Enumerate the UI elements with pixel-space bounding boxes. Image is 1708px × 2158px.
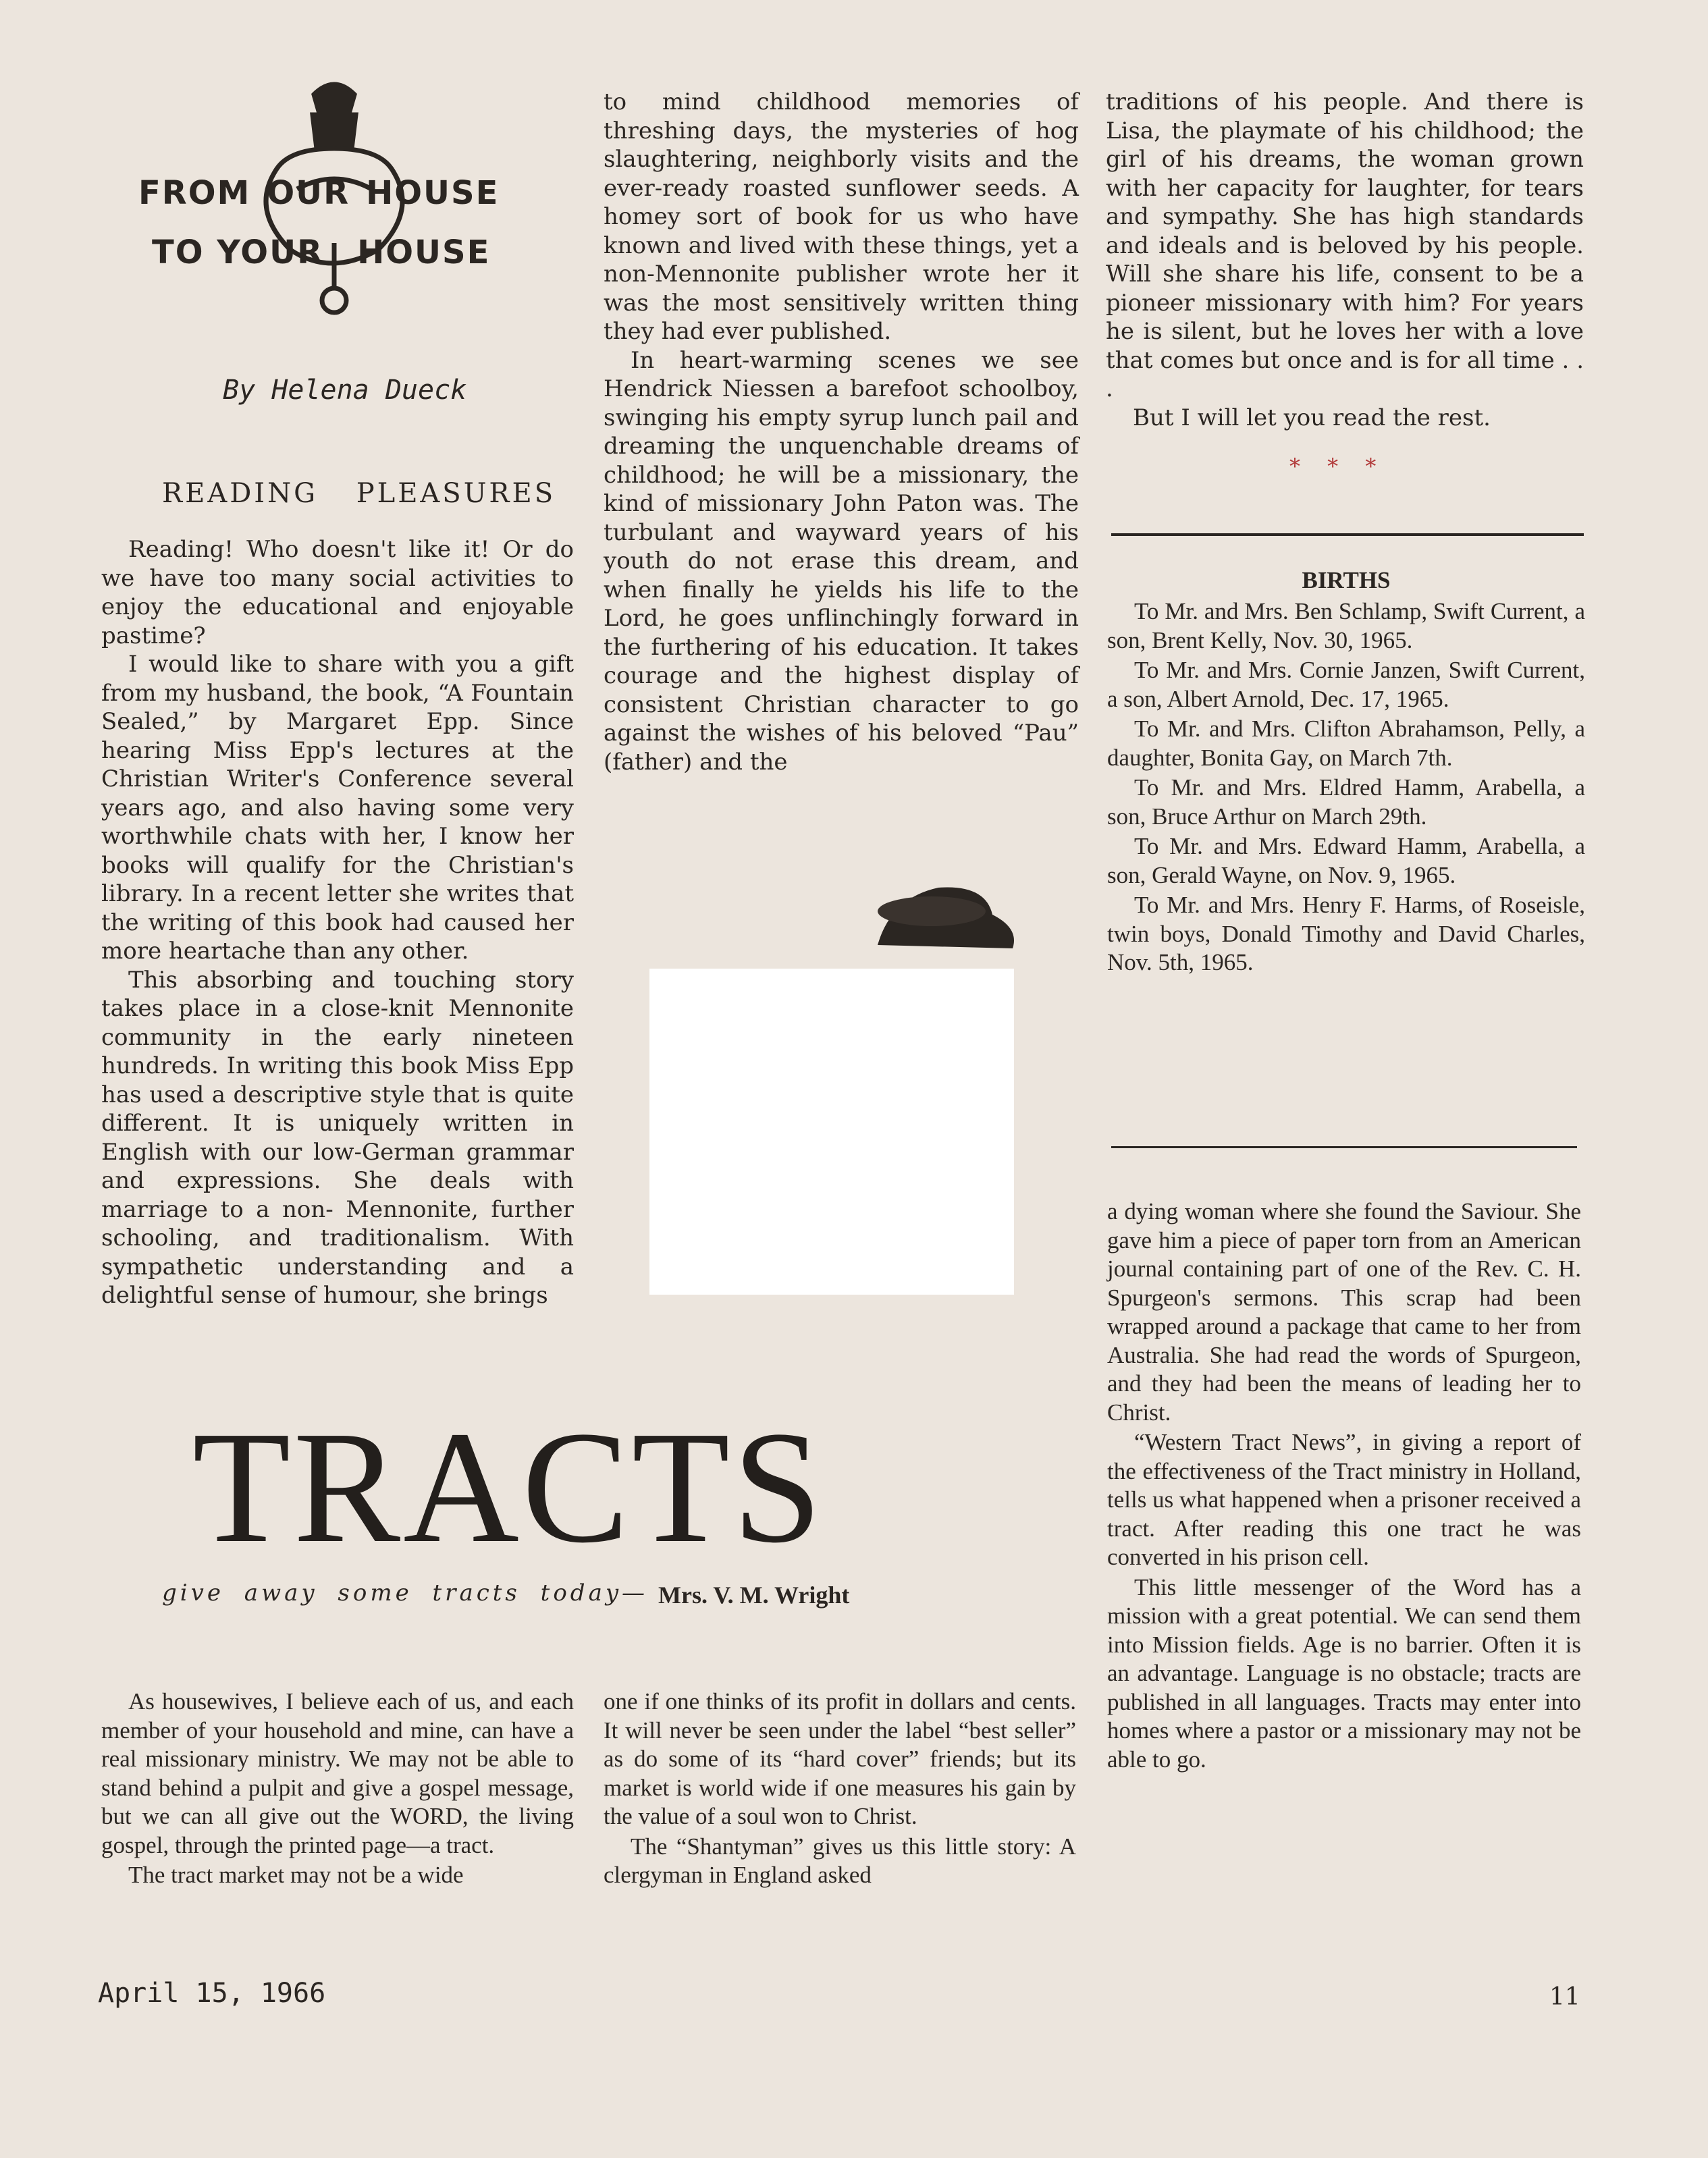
section-stars: * * * <box>1289 454 1377 479</box>
tracts-column-1 <box>101 1688 574 1891</box>
tracts-paragraph: This little messenger of the Word has a mission with a great potential. We can send them into Mission fields. Age is no barrier. Often it is an advantage. Language is no obstacle; tracts are published in all languages. Tracts may enter into homes where a pastor or a missionary may not be able to go. <box>1107 1573 1581 1773</box>
hat-icon <box>837 864 1019 965</box>
tracts-paragraph: As housewives, I believe each of us, and each member of your household and mine, can have a real missionary ministry. We may not be able to stand behind a pulpit and give a gospel message, but we can all give out the WORD, the living gospel, through the printed page—a tract. <box>101 1688 574 1858</box>
logo-word-to-you: TO YOU <box>152 234 298 271</box>
reading-paragraph: This absorbing and touching story takes place in a close-knit Mennonite community in the early nineteen hundreds. In writing this book Miss Epp has used a descriptive style that is quite different. It is uniquely written in English with our low-German grammar and expressions. She deals with marriage to a non- Mennonite, further schooling, and traditionalism. With sympathetic understanding and a delightful sense of humour, she brings <box>101 966 574 1309</box>
tracts-paragraph: “Western Tract News”, in giving a report of the effectiveness of the Tract ministry in Holland, tells us what happened when a prisoner received a tract. After reading this one tract he was converted in his prison cell. <box>1107 1429 1581 1570</box>
footer-date: April 15, 1966 <box>98 1978 326 2009</box>
tracts-headline: TRACTS <box>192 1399 825 1576</box>
reading-paragraph: traditions of his people. And there is Lisa, the playmate of his childhood; the girl of his dreams, the woman grown with her capacity for laughter, for tears and sympathy. She has high standards and ideals and is beloved by his people. Will she share his life, consent to be a pioneer missionary with him? For years he is silent, but he loves her with a love that comes but once and is for all time . . . <box>1106 88 1584 402</box>
reading-column-2 <box>604 88 1079 776</box>
reading-paragraph: to mind childhood memories of threshing days, the mysteries of hog slaughtering, neighborly visits and the ever-ready roasted sunflower seeds. A homey sort of book for us who have known and lived with these things, yet a non-Mennonite publisher wrote her it was the most sensitively written thing they had ever published. <box>604 88 1079 345</box>
portrait-photo <box>837 864 1019 965</box>
photo-mask <box>649 969 1014 1295</box>
reading-column-1 <box>101 535 574 1310</box>
birth-entry: To Mr. and Mrs. Henry F. Harms, of Roseisle, twin boys, Donald Timothy and David Charles, Nov. 5th, 1965. <box>1107 892 1585 975</box>
divider-rule <box>1111 533 1584 536</box>
logo-word-our: OUR <box>267 174 350 212</box>
births-list <box>1107 597 1585 979</box>
tracts-tagline: give away some tracts today— <box>162 1580 649 1607</box>
logo-word-house: HOUSE <box>366 174 500 212</box>
tracts-paragraph: one if one thinks of its profit in dollars and cents. It will never be seen under the label “best seller” as do some of its “hard cover” friends; but its market is world wide if one measures his gain by the value of a soul won to Christ. <box>604 1688 1076 1829</box>
birth-entry: To Mr. and Mrs. Clifton Abrahamson, Pelly, a daughter, Bonita Gay, on March 7th. <box>1107 716 1585 771</box>
divider-rule <box>1111 1146 1577 1148</box>
birth-entry: To Mr. and Mrs. Cornie Janzen, Swift Current, a son, Albert Arnold, Dec. 17, 1965. <box>1107 657 1585 712</box>
reading-paragraph: I would like to share with you a gift from my husband, the book, “A Fountain Sealed,” by Margaret Epp. Since hearing Miss Epp's lectures at the Christian Writer's Conference several years ago, and also having some very worthwhile chats with her, I know her books will qualify for the Christian's library. In a recent letter she writes that the writing of this book had caused her more heartache than any other. <box>101 651 574 965</box>
tracts-column-2 <box>604 1688 1076 1891</box>
logo-line2 <box>152 234 490 271</box>
reading-paragraph: In heart-warming scenes we see Hendrick Niessen a barefoot schoolboy, swinging his empty syrup lunch pail and dreaming the unquenchable dreams of childhood; he will be a missionary, the kind of missionary John Paton was. The turbulant and wayward years of his youth do not erase this dream, and when finally he yields his life to the Lord, he goes unflinchingly forward in the furthering of his education. It takes courage and the highest display of consistent Christian character to go against the wishes of his beloved “Pau” (father) and the <box>604 346 1079 776</box>
byline: By Helena Dueck <box>223 375 467 406</box>
births-title: BIRTHS <box>1302 567 1391 593</box>
tracts-paragraph: The “Shantyman” gives us this little story: A clergyman in England asked <box>604 1833 1076 1888</box>
logo-word-from: FROM <box>138 174 251 212</box>
logo-letter-r: R <box>297 234 324 271</box>
reading-title: READING PLEASURES <box>162 478 556 509</box>
reading-paragraph: Reading! Who doesn't like it! Or do we have too many social activities to enjoy the educational and enjoyable pastime? <box>101 536 574 649</box>
tracts-paragraph: The tract market may not be a wide <box>128 1862 464 1888</box>
reading-column-3 <box>1106 88 1584 432</box>
page-number: 11 <box>1549 1983 1580 2011</box>
column-logo <box>132 74 537 324</box>
birth-entry: To Mr. and Mrs. Edward Hamm, Arabella, a son, Gerald Wayne, on Nov. 9, 1965. <box>1107 833 1585 888</box>
birth-entry: To Mr. and Mrs. Eldred Hamm, Arabella, a son, Bruce Arthur on March 29th. <box>1107 774 1585 830</box>
tracts-paragraph: a dying woman where she found the Saviour. She gave him a piece of paper torn from an American journal containing part of one of the Rev. C. H. Spurgeon's sermons. This scrap had been wrapped around a package that came to her from Australia. She had read the words of Spurgeon, and they had been the means of leading her to Christ. <box>1107 1198 1581 1426</box>
tracts-author: Mrs. V. M. Wright <box>658 1582 850 1609</box>
birth-entry: To Mr. and Mrs. Ben Schlamp, Swift Current, a son, Brent Kelly, Nov. 30, 1965. <box>1107 598 1585 653</box>
tracts-right-column <box>1107 1197 1581 1775</box>
reading-paragraph: But I will let you read the rest. <box>1133 404 1491 431</box>
logo-line1 <box>138 174 499 212</box>
logo-word-house-2: HOUSE <box>357 234 491 271</box>
